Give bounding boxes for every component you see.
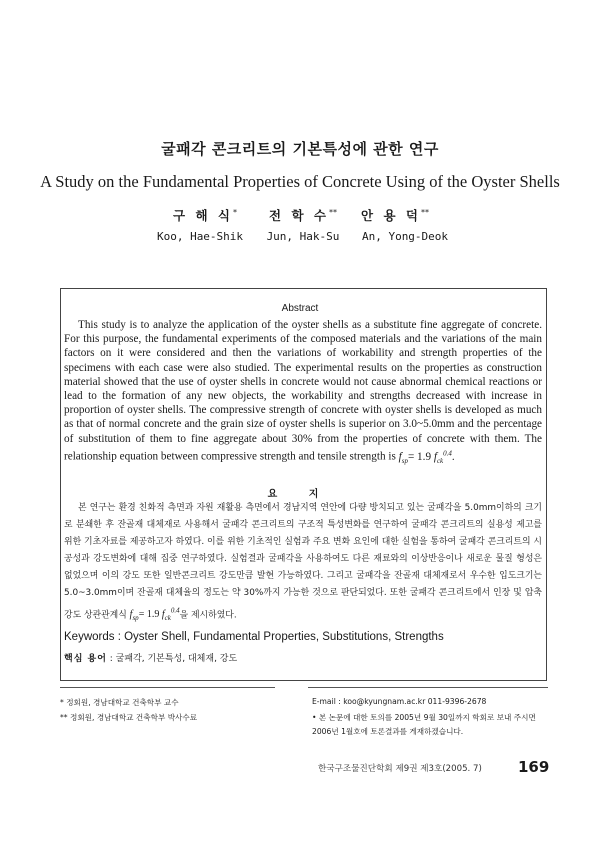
- abstract-heading: Abstract: [281, 303, 319, 314]
- author-1-en: Koo, Hae-Shik: [156, 230, 244, 243]
- journal-citation: 한국구조물진단학회 제9권 제3호(2005. 7): [318, 764, 482, 774]
- author-3-ko: 안 용 덕**: [361, 207, 429, 223]
- yoji-heading: 요 지: [267, 489, 333, 500]
- strength-equation: $f_{sp}= 1.9$ $f_{ck}^{0.4}$.: [398, 448, 455, 465]
- page-number: 169: [518, 758, 550, 776]
- author-3-en: An, Yong-Deok: [361, 230, 449, 243]
- discussion-notice: • 본 논문에 대한 토의를 2005년 9월 30일까지 학회로 보내 주시면 2006년 1월호에 토론결과를 게재하겠습니다.: [312, 713, 536, 736]
- keywords-english: Keywords : Oyster Shell, Fundamental Properties, Substitutions, Strengths: [64, 631, 444, 643]
- keywords-korean: 핵심 용어 : 굴패각, 기본특성, 대체재, 강도: [64, 654, 238, 664]
- title-korean: 굴패각 콘크리트의 기본특성에 관한 연구: [161, 140, 439, 158]
- author-1-ko: 구 해 식*: [173, 207, 237, 223]
- contact-email: E-mail : koo@kyungnam.ac.kr 011-9396-2678: [312, 697, 487, 706]
- footnote-divider-right: [308, 687, 548, 688]
- footnote-author-2: ** 정회원, 경남대학교 건축학부 박사수료: [60, 713, 198, 722]
- author-2-ko: 전 학 수**: [269, 207, 337, 223]
- title-english: A Study on the Fundamental Properties of Concrete Using of the Oyster Shells: [40, 172, 560, 191]
- strength-equation-ko: $f_{sp}= 1.9$ $f_{ck}^{0.4}$: [129, 606, 180, 622]
- yoji-text: 본 연구는 환경 친화적 측면과 자원 재활용 측면에서 경남지역 연안에 다량 방치되고 있는 굴패각을 5.0mm이하의 크기로 분쇄한 후 잔골재 대체재로 사용해서 굴패각 콘크리트의 구조적 특성변화를 연구하여 굴패각 콘크리트의 실용성 제고를 위한 기초자료를 제공하고자 하였다. 이를 위한 기초적인 실험과 주요 변화 요인에 대한 실험을 통하여 굴패각 콘크리트의 시공성과 강도변화에 대해 집중 연구하였다. 실험결과 굴패각을 사용하여도 다른 재료와의 이상반응이나 새로운 물질 형성은 없었으며 이의 강도 또한 일반콘크리트 강도만큼 발현 가능하였다. 그리고 굴패각을 잔골재 대체재로서 우수한 입도크기는 5.0~3.0mm이며 잔골재 대체율의 정도는 약 30%까지 가능한 것으로 판단되었다. 또한 굴패각 콘크리트에서 인장 및 압축강도 상관관계식 $f_{sp}= 1.9$ $f_{ck}^{0.4}$을 제시하였다.: [64, 503, 542, 622]
- footnote-divider-left: [60, 687, 275, 688]
- abstract-text: This study is to analyze the application of the oyster shells as a substitute fine aggregate of concrete. For this purpose, the fundamental experiments of the composed materials and the variations of the main factors on it were considered and then the variations of workability and strength properties of the specimens with each case were also studied. The experimental results on the properties as construction material showed that the use of oyster shells in concrete would not cause abnormal chemical reactions or lead to the formation of any new objects, the workability and strengths decreased with increase in proportion of oyster shells. The compressive strength of concrete with oyster shells is developed as much as that of normal concrete and the grain size of oyster shells is superior on 3.0~5.0mm and the percentage of substitution of them to fine aggregate about 30% from the properties of concrete with them. The relationship equation between compressive strength and tensile strength is $f_{sp}= 1.9$ $f_{ck}^{0.4}$.: [64, 319, 542, 465]
- author-2-en: Jun, Hak-Su: [266, 230, 340, 243]
- footnote-author-1: * 정회원, 경남대학교 건축학부 교수: [60, 698, 179, 707]
